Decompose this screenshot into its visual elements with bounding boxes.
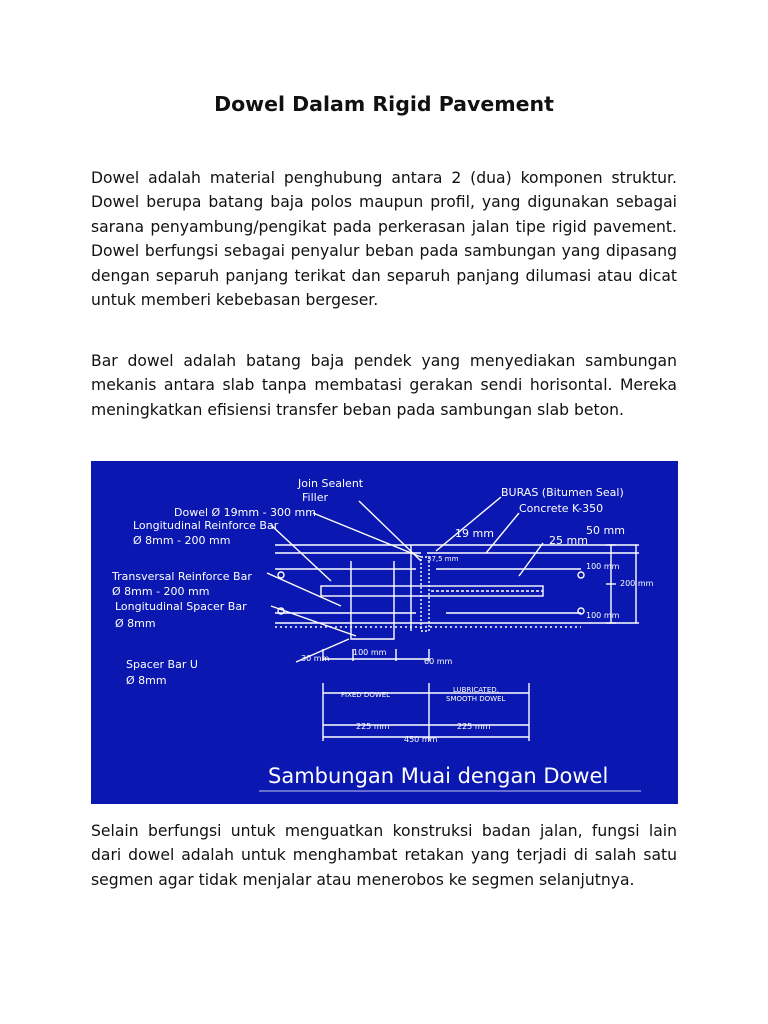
label-smooth-dowel: SMOOTH DOWEL [446, 695, 506, 703]
label-trans-reinforce: Transversal Reinforce Bar [112, 570, 252, 583]
label-buras: BURAS (Bitumen Seal) [501, 486, 624, 499]
label-fixed-dowel: FIXED DOWEL [341, 691, 391, 699]
label-100mm-bottom: 100 mm [586, 611, 620, 620]
dowel-joint-diagram [91, 461, 678, 804]
paragraph-function: Selain berfungsi untuk menguatkan konstruksi badan jalan, fungsi lain dari dowel adalah untuk menghambat retakan yang terjadi di salah satu segmen agar tidak menjalar atau menerobos ke segmen selanjutnya. [91, 822, 677, 889]
label-30mm: 30 mm [301, 654, 330, 663]
paragraph-bar-dowel: Bar dowel adalah batang baja pendek yang menyediakan sambungan mekanis antara slab tanpa membatasi gerakan sendi horisontal. Mereka meningkatkan efisiensi transfer beban pada sambungan slab beton. [91, 352, 677, 419]
label-225mm-left: 225 mm [356, 722, 390, 731]
label-trans-reinforce-dim: Ø 8mm - 200 mm [112, 585, 210, 598]
dowel-joint-figure [91, 461, 678, 804]
label-100mm-spacer: 100 mm [353, 648, 387, 657]
label-filler: Filler [302, 491, 328, 504]
label-450mm: 450 mm [404, 735, 438, 744]
label-60mm: 60 mm [424, 657, 453, 666]
label-spacer-u-dim: Ø 8mm [126, 674, 167, 687]
label-100mm-top: 100 mm [586, 562, 620, 571]
document-title: Dowel Dalam Rigid Pavement [214, 92, 554, 116]
figure-caption: Sambungan Muai dengan Dowel [268, 764, 609, 788]
label-long-reinforce: Longitudinal Reinforce Bar [133, 519, 279, 532]
label-long-spacer-dim: Ø 8mm [115, 617, 156, 630]
label-long-reinforce-dim: Ø 8mm - 200 mm [133, 534, 231, 547]
label-concrete: Concrete K-350 [519, 502, 604, 515]
label-25mm: 25 mm [549, 534, 588, 547]
label-200mm: 200 mm [620, 579, 654, 588]
label-spacer-u: Spacer Bar U [126, 658, 198, 671]
label-50mm: 50 mm [586, 524, 625, 537]
label-lubricated: LUBRICATED, [453, 686, 499, 694]
label-19mm: 19 mm [455, 527, 494, 540]
label-long-spacer: Longitudinal Spacer Bar [115, 600, 247, 613]
label-225mm-right: 225 mm [457, 722, 491, 731]
paragraph-intro: Dowel adalah material penghubung antara 2 (dua) komponen struktur. Dowel berupa batang baja polos maupun profil, yang digunakan sebagai sarana penyambung/pengikat pada perkerasan jalan tipe rigid pavement. Dowel berfungsi sebagai penyalur beban pada sambungan yang dipasang dengan separuh panjang terikat dan separuh panjang dilumasi atau dicat untuk memberi kebebasan bergeser. [91, 169, 677, 310]
label-37mm: 37,5 mm [427, 555, 459, 563]
label-join-sealent: Join Sealent [298, 477, 364, 490]
label-dowel: Dowel Ø 19mm - 300 mm [174, 506, 316, 519]
